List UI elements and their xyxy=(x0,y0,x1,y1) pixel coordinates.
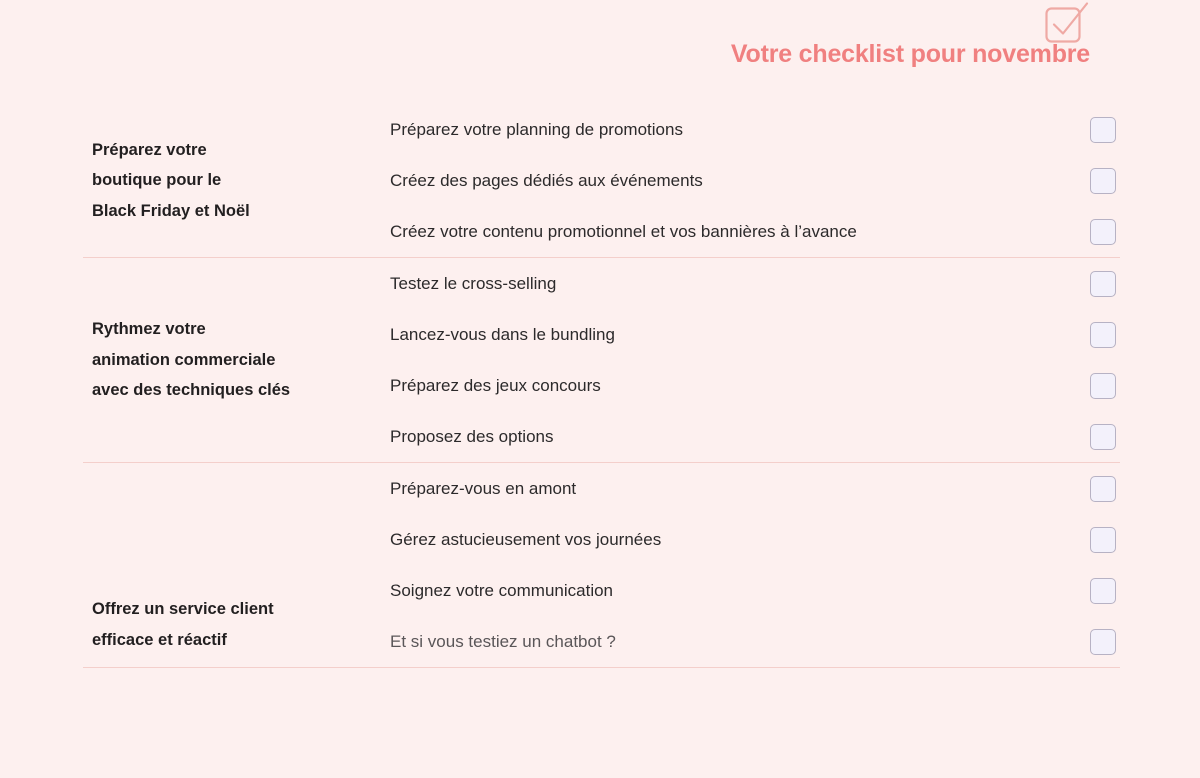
checklist-item-label: Soignez votre communication xyxy=(390,580,614,600)
checklist-row xyxy=(390,514,1120,565)
checklist-row xyxy=(390,565,1120,616)
checklist-row xyxy=(390,360,1120,411)
section-rows xyxy=(390,463,1120,667)
checklist-sections xyxy=(83,104,1120,668)
checklist-row xyxy=(390,463,1120,514)
section-label-line: animation commerciale xyxy=(92,350,276,369)
checklist-item-label: Préparez votre planning de promotions xyxy=(390,119,683,139)
checklist-row xyxy=(390,258,1120,309)
section-label-line: efficace et réactif xyxy=(92,630,227,649)
section-label xyxy=(83,258,390,462)
checklist-item-checkbox[interactable] xyxy=(1090,527,1116,553)
page-header xyxy=(0,26,1200,82)
section-label xyxy=(83,463,390,667)
checklist-item-checkbox[interactable] xyxy=(1090,322,1116,348)
checklist-row xyxy=(390,206,1120,257)
checklist-row xyxy=(390,309,1120,360)
checklist-section xyxy=(83,463,1120,668)
section-label-line: Offrez un service client xyxy=(92,600,274,618)
checkbox-check-icon xyxy=(1044,0,1090,46)
checklist-item-label: Proposez des options xyxy=(390,426,554,446)
checklist-item-label: Testez le cross-selling xyxy=(390,273,557,293)
checklist-item-label: Préparez des jeux concours xyxy=(390,375,601,395)
section-label-line: boutique pour le xyxy=(92,171,222,190)
checklist-item-label: Créez des pages dédiés aux événements xyxy=(390,170,703,190)
checklist-section xyxy=(83,258,1120,463)
section-label-line: avec des techniques clés xyxy=(92,381,291,400)
checklist-item-label: Préparez-vous en amont xyxy=(390,478,577,498)
checklist-item-checkbox[interactable] xyxy=(1090,476,1116,502)
checklist-row xyxy=(390,411,1120,462)
checklist-item-checkbox[interactable] xyxy=(1090,424,1116,450)
section-label-line: Black Friday et Noël xyxy=(92,201,250,220)
checklist-item-label: Et si vous testiez un chatbot ? xyxy=(390,631,616,651)
checklist-item-checkbox[interactable] xyxy=(1090,271,1116,297)
section-rows xyxy=(390,258,1120,462)
checklist-item-label: Créez votre contenu promotionnel et vos bannières à l’avance xyxy=(390,221,857,241)
section-label xyxy=(83,104,390,257)
section-label-line: Rythmez votre xyxy=(92,320,206,339)
checklist-section xyxy=(83,104,1120,258)
checklist-item-checkbox[interactable] xyxy=(1090,219,1116,245)
page-title: Votre checklist pour novembre xyxy=(730,39,1090,68)
checklist-row xyxy=(390,104,1120,155)
checklist-item-checkbox[interactable] xyxy=(1090,629,1116,655)
checklist-item-checkbox[interactable] xyxy=(1090,168,1116,194)
checklist-item-checkbox[interactable] xyxy=(1090,373,1116,399)
checklist-row xyxy=(390,155,1120,206)
checklist-item-label: Gérez astucieusement vos journées xyxy=(390,529,662,549)
checklist-item-checkbox[interactable] xyxy=(1090,578,1116,604)
checklist-row xyxy=(390,616,1120,667)
checklist-item-checkbox[interactable] xyxy=(1090,117,1116,143)
checklist-item-label: Lancez-vous dans le bundling xyxy=(390,324,615,344)
section-label-line: Préparez votre xyxy=(92,140,207,159)
section-rows xyxy=(390,104,1120,257)
